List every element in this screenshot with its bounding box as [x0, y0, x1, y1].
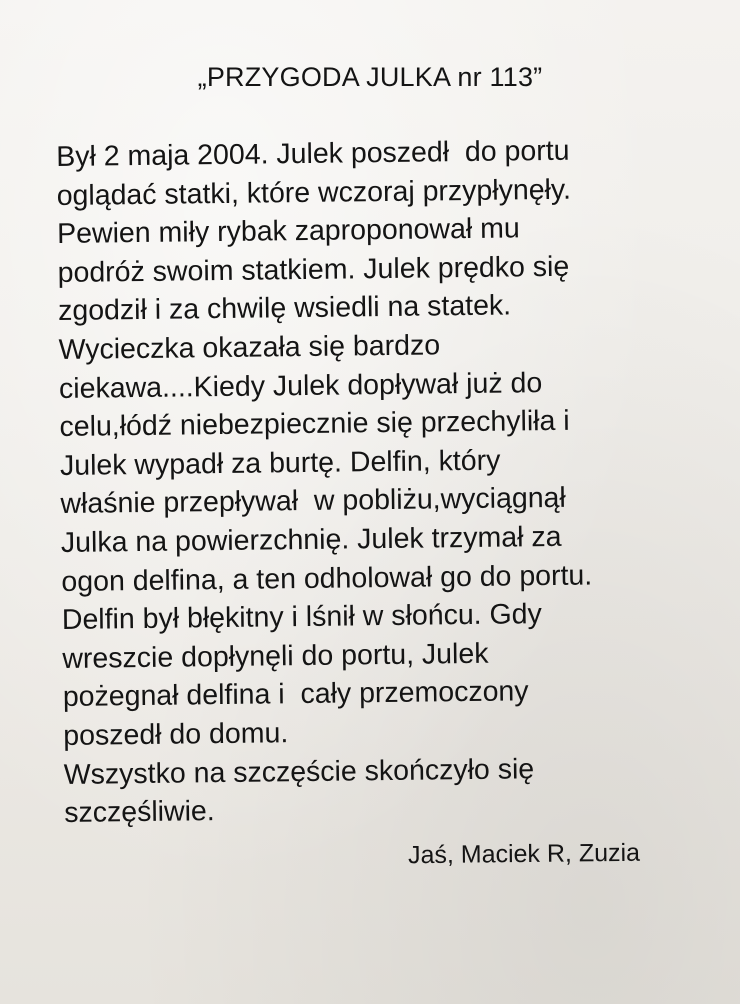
story-body — [56, 130, 714, 833]
story-line: Delfin był błękitny i lśnił w słońcu. Gdy — [61, 598, 542, 637]
story-line: Pewien miły rybak zaproponował mu — [56, 212, 520, 251]
story-line: Julek wypadł za burtę. Delfin, który — [59, 444, 501, 482]
story-line: wreszcie dopłynęli do portu, Julek — [62, 637, 489, 675]
story-title: „PRZYGODA JULKA nr 113” — [197, 62, 543, 92]
story-line: szczęśliwie. — [64, 795, 215, 830]
story-line: właśnie przepływał w pobliżu,wyciągnął — [60, 482, 566, 521]
story-line: Był 2 maja 2004. Julek poszedł do portu — [56, 134, 570, 173]
story-line: podróż swoim statkiem. Julek prędko się — [57, 250, 570, 289]
story-line: poszedł do domu. — [63, 717, 289, 752]
story-line: Julka na powierzchnię. Julek trzymał za — [60, 520, 562, 559]
story-line: Wszystko na szczęście skończyło się — [63, 752, 535, 791]
story-line: oglądać statki, które wczoraj przypłynęły. — [56, 173, 572, 212]
story-line: ogon delfina, a ten odholował go do portu. — [61, 559, 593, 598]
story-authors: Jaś, Maciek R, Zuzia — [407, 838, 641, 870]
story-line: celu,łódź niebezpiecznie się przechyliła i — [59, 404, 570, 444]
story-line: Wycieczka okazała się bardzo — [58, 329, 441, 366]
story-line: ciekawa....Kiedy Julek dopływał już do — [58, 366, 543, 405]
story-line: zgodził i za chwilę wsiedli na statek. — [57, 289, 512, 328]
story-line: pożegnał delfina i cały przemoczony — [62, 675, 529, 714]
